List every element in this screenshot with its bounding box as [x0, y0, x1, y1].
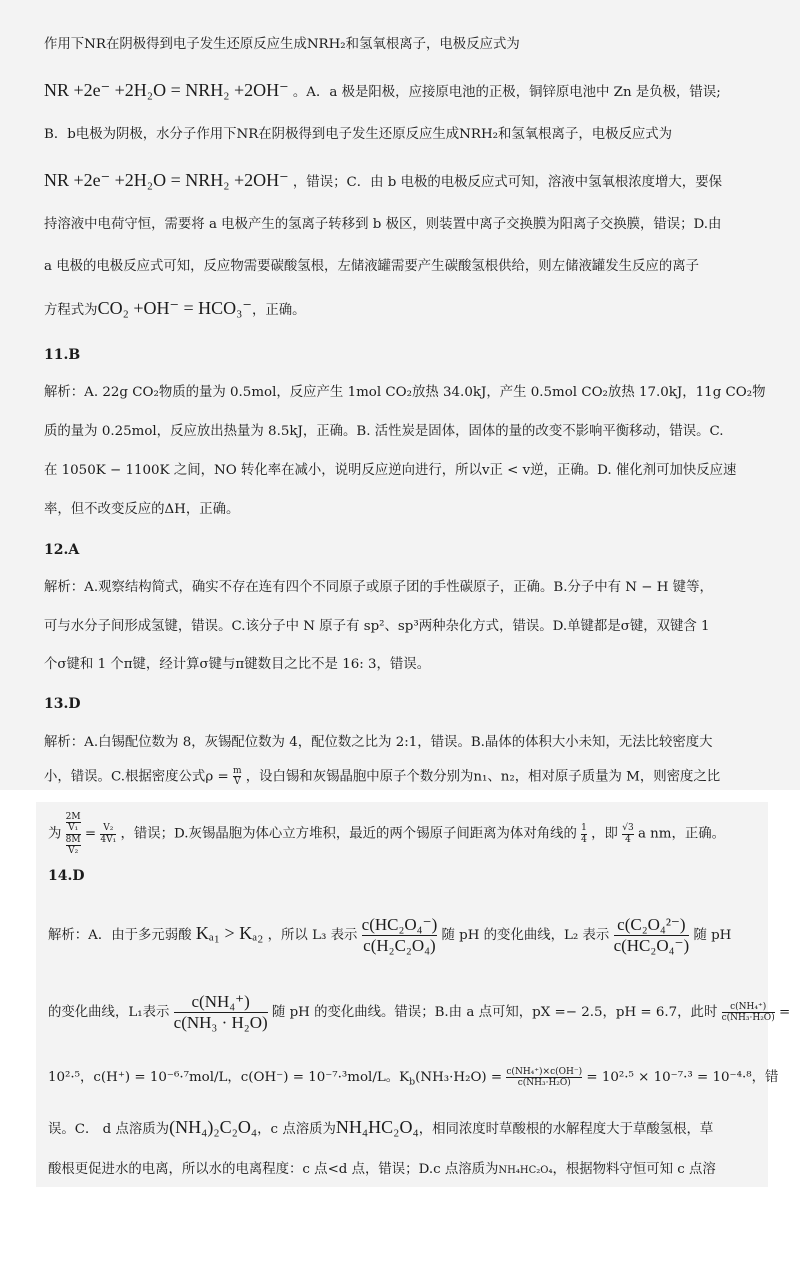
text-line: 可与水分子间形成氢键，错误。C.该分子中 N 原子有 sp²、sp³两种杂化方式，错误。D.单键都是σ键，双键含 1	[44, 619, 710, 634]
fraction-denominator: c(H₂C₂O₄)	[363, 936, 436, 955]
kb-fraction	[506, 1067, 582, 1089]
fraction-numerator: 2M	[65, 812, 81, 822]
equation: NR +2e⁻ +2H₂O = NRH₂ +2OH⁻	[44, 80, 289, 100]
equation: CO₂ +OH⁻ = HCO₃⁻	[97, 298, 252, 318]
text-line: 解析：A.白锡配位数为 8，灰锡配位数为 4，配位数之比为 2:1，错误。B.晶体的体积大小未知，无法比较密度大	[44, 735, 713, 750]
fraction-numerator: c(HC₂O₄⁻)	[361, 915, 438, 935]
text-segment: 的变化曲线，L₁表示	[48, 1005, 170, 1020]
text-segment: ，错误；D.灰锡晶胞为体心立方堆积，最近的两个锡原子间距离为体对角线的	[120, 826, 577, 842]
text-segment: 小，错误。C.根据密度公式ρ =	[44, 769, 229, 785]
equation: NH₄HC₂O₄	[498, 1165, 553, 1176]
text-line: 质的量为 0.25mol，反应放出热量为 8.5kJ，正确。B. 活性炭是固体，固体的量的改变不影响平衡移动，错误。C.	[44, 424, 724, 439]
question-number: 12.A	[44, 542, 80, 558]
fraction-denominator: 4	[625, 834, 631, 845]
text-segment: 为	[48, 826, 62, 842]
quarter-fraction	[581, 823, 587, 845]
text-line	[48, 988, 790, 1038]
text-segment: ，正确。	[251, 303, 306, 318]
fraction-denominator: c(NH₃·H₂O)	[721, 1013, 775, 1023]
fraction-numerator: c(NH₄⁺)×c(OH⁻)	[506, 1066, 583, 1077]
text-segment: 随 pH 的变化曲线。错误；B.由 a 点可知，pX =− 2.5，pH = 6.7，此时	[271, 1005, 718, 1020]
fraction-denominator: c(NH₃·H₂O)	[517, 1078, 571, 1088]
text-segment: 方程式为	[44, 303, 98, 318]
fraction-numerator: V₂	[103, 823, 114, 834]
text-line: a 电极的电极反应式可知，反应物需要碳酸氢根，左储液罐需要产生碳酸氢根供给，则左储液罐发生反应的离子	[44, 259, 699, 274]
text-line: 在 1050K − 1100K 之间，NO 转化率在减小，说明反应逆向进行，所以v正 < v逆，正确。D. 催化剂可加快反应速	[44, 463, 737, 478]
text-segment: =	[778, 1005, 791, 1020]
text-line: B．b电极为阴极，水分子作用下NR在阴极得到电子发生还原反应生成NRH₂和氢氧根离子，电极反应式为	[44, 127, 673, 142]
text-line: 作用下NR在阴极得到电子发生还原反应生成NRH₂和氢氧根离子，电极反应式为	[44, 37, 520, 52]
text-segment: (NH₃·H₂O) =	[415, 1070, 503, 1085]
fraction-denominator: V₂	[68, 846, 79, 857]
text-line	[44, 766, 720, 788]
density-fraction	[233, 766, 242, 788]
fraction-denominator: c(HC₂O₄⁻)	[613, 936, 690, 955]
fraction-denominator: 4V₁	[100, 834, 117, 845]
fraction-numerator: c(C₂O₄²⁻)	[617, 915, 686, 935]
text-segment: ，设白锡和灰锡晶胞中原子个数分别为n₁、n₂，相对原子质量为 M，则密度之比	[245, 769, 721, 785]
equation: (NH₄)₂C₂O₄	[169, 1117, 258, 1137]
question-number: 13.D	[44, 696, 81, 712]
fraction-denominator: c(NH₃ · H₂O)	[173, 1013, 268, 1032]
ratio-fraction	[100, 823, 116, 845]
density-ratio-fraction	[66, 812, 81, 856]
text-line	[48, 1117, 713, 1140]
text-segment: ，相同浓度时草酸根的水解程度大于草酸氢根，草	[418, 1122, 714, 1137]
text-segment: ，根据物料守恒可知 c 点溶	[552, 1162, 716, 1177]
L1-fraction	[174, 992, 268, 1032]
fraction-numerator	[66, 812, 81, 834]
text-line	[44, 80, 721, 103]
text-segment: a nm，正确。	[637, 826, 726, 842]
question-number: 11.B	[44, 347, 81, 363]
text-line	[48, 1160, 716, 1181]
sqrt3-fraction	[622, 823, 633, 845]
equation: Kₐ₁ > Kₐ₂	[195, 923, 264, 943]
text-segment: 随 pH	[693, 928, 732, 943]
fraction-denominator: V₁	[68, 823, 79, 834]
fraction-denominator: V	[233, 777, 241, 788]
text-line	[48, 1066, 778, 1095]
fraction-numerator: 8M	[65, 834, 81, 845]
text-segment: ，错误；C．由 b 电极的电极反应式可知，溶液中氢氧根浓度增大，要保	[292, 175, 722, 190]
text-line: 持溶液中电荷守恒，需要将 a 电极产生的氢离子转移到 b 极区，则装置中离子交换膜为阳离子交换膜，错误；D.由	[44, 217, 722, 232]
fraction-numerator: m	[232, 766, 242, 776]
fraction-denominator: 4	[581, 834, 587, 845]
ammonium-ratio-fraction	[722, 1002, 775, 1024]
text-segment: 随 pH 的变化曲线，L₂ 表示	[441, 928, 610, 943]
text-segment: 10²·⁵，c(H⁺) = 10⁻⁶·⁷mol/L，c(OH⁻) = 10⁻⁷·³mol/L。K	[48, 1070, 410, 1085]
text-line	[48, 812, 725, 856]
text-line	[48, 908, 731, 961]
fraction-numerator: c(NH₄⁺)	[730, 1001, 767, 1012]
fraction-numerator: 1	[581, 823, 587, 834]
fraction-denominator	[66, 835, 81, 857]
text-segment: 。A．a 极是阳极，应接原电池的正极，铜锌原电池中 Zn 是负极，错误;	[292, 85, 721, 100]
text-line: 率，但不改变反应的ΔH，正确。	[44, 502, 240, 517]
equation: NR +2e⁻ +2H₂O = NRH₂ +2OH⁻	[44, 170, 289, 190]
text-segment: ，c 点溶质为	[257, 1122, 336, 1137]
text-segment: ，所以 L₃ 表示	[267, 928, 358, 943]
text-segment: =	[84, 826, 97, 842]
text-segment: 解析：A．由于多元弱酸	[48, 928, 192, 943]
L2-fraction	[614, 915, 690, 955]
L3-fraction	[362, 915, 438, 955]
fraction-numerator: √3	[622, 823, 634, 834]
text-segment: 误。C． d 点溶质为	[48, 1122, 170, 1137]
text-segment: = 10²·⁵ × 10⁻⁷·³ = 10⁻⁴·⁸，错	[586, 1070, 779, 1085]
text-segment: ，即	[591, 826, 618, 842]
text-line: 个σ键和 1 个π键，经计算σ键与π键数目之比不是 16: 3，错误。	[44, 657, 431, 672]
text-segment: 酸根更促进水的电离，所以水的电离程度：c 点<d 点，错误；D.c 点溶质为	[48, 1162, 499, 1177]
equation: NH₄HC₂O₄	[335, 1117, 419, 1137]
question-number: 14.D	[48, 868, 85, 884]
fraction-numerator: c(NH₄⁺)	[191, 992, 250, 1012]
text-line: 解析：A.观察结构简式，确实不存在连有四个不同原子或原子团的手性碳原子，正确。B.分子中有 N − H 键等，	[44, 580, 713, 595]
text-line	[44, 170, 722, 193]
subscript: b	[409, 1076, 416, 1088]
text-line: 解析：A. 22g CO₂物质的量为 0.5mol，反应产生 1mol CO₂放热 34.0kJ，产生 0.5mol CO₂放热 17.0kJ，11g CO₂物	[44, 385, 766, 400]
text-line	[44, 298, 306, 321]
